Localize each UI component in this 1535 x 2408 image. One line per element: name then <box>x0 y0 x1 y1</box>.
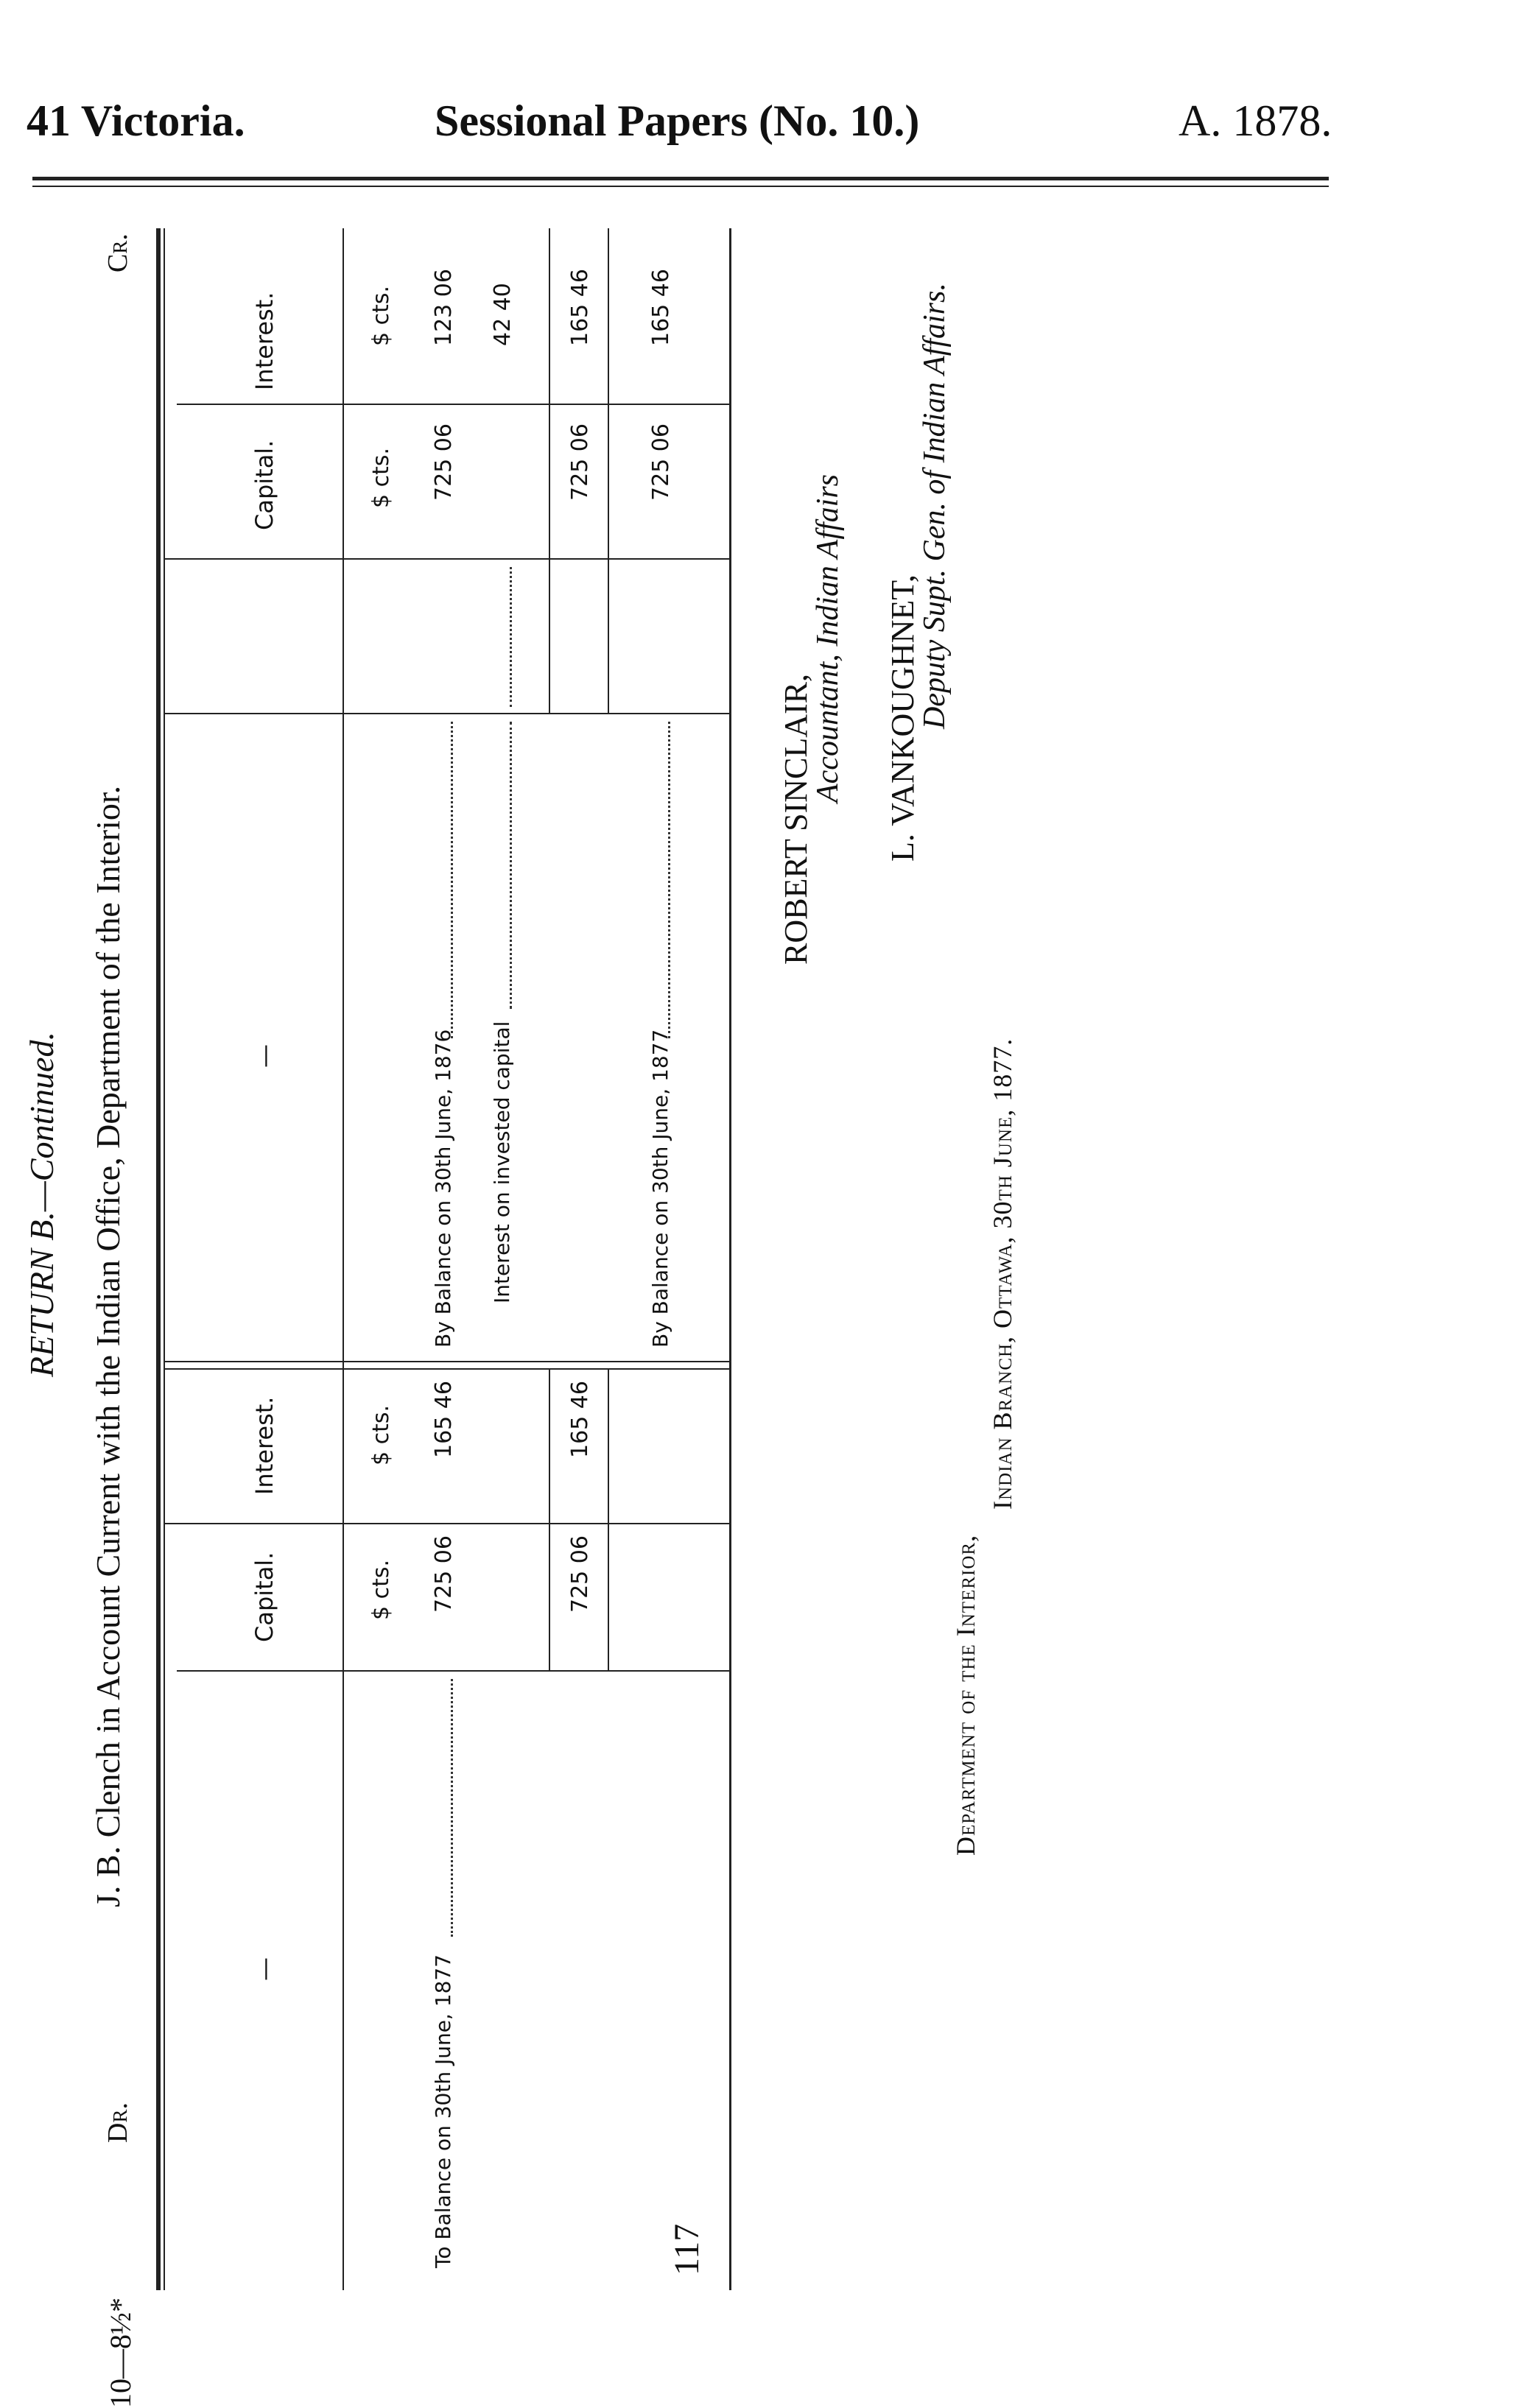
printer-signature-mark: 10—8½* <box>104 2298 137 2408</box>
closing-balance-text: By Balance on 30th June, 1877 <box>648 1029 672 1348</box>
debit-interest-unit: $ cts. <box>368 1404 394 1465</box>
debit-total-capital: 725 06 <box>567 1535 593 1613</box>
credit-capital-unit: $ cts. <box>368 447 394 508</box>
credit-total-rule-bottom <box>608 228 609 714</box>
header-year: A. 1878. <box>1179 96 1332 145</box>
debit-total-interest: 165 46 <box>567 1381 593 1458</box>
debit-entry-text: To Balance on 30th June, 1877 <box>431 1954 455 2268</box>
divider-credit-text <box>164 713 731 714</box>
debit-total-rule-bottom <box>608 1370 609 1672</box>
signatory-title: Deputy Supt. Gen. of Indian Affairs. <box>918 283 952 729</box>
table-bottom-rule <box>729 228 731 2290</box>
credit-entry-text: By Balance on 30th June, 1876 <box>431 1029 455 1348</box>
credit-entry-interest: 123 06 <box>431 269 457 346</box>
divider-credit-capital <box>164 558 731 560</box>
debit-total-rule-top <box>549 1370 550 1672</box>
header-volume: 41 Victoria. <box>27 96 245 145</box>
credit-interest-unit: $ cts. <box>368 285 394 346</box>
debit-entry-leader <box>451 1679 453 1937</box>
debit-entry-interest: 165 46 <box>431 1381 457 1458</box>
column-header-rule <box>343 228 344 2290</box>
table-top-rule <box>156 228 161 2290</box>
debit-particulars-dash: — <box>250 1957 278 1981</box>
credit-entry-leader <box>451 722 453 1038</box>
divider-debit-capital-start <box>177 1670 729 1672</box>
credit-total-interest: 165 46 <box>567 269 593 346</box>
return-title: RETURN B.—Continued. <box>23 1032 60 1377</box>
credit-capital-header: Capital. <box>250 440 278 530</box>
credit-capital-blank-leader <box>510 567 512 707</box>
debit-capital-header: Capital. <box>250 1552 278 1642</box>
page-number: 117 <box>667 2223 706 2275</box>
credit-interest-header: Interest. <box>250 292 278 390</box>
table-top-rule-thin <box>164 228 165 2290</box>
credit-entry-interest: 42 40 <box>490 283 516 346</box>
debit-capital-unit: $ cts. <box>368 1559 394 1620</box>
credit-particulars-dash: — <box>250 1044 278 1068</box>
divider-credit-start <box>164 1361 731 1362</box>
place-date-line-2: Indian Branch, Ottawa, 30th June, 1877. <box>988 1038 1017 1510</box>
closing-balance-interest: 165 46 <box>648 269 674 346</box>
debit-entry-capital: 725 06 <box>431 1535 457 1613</box>
credit-entry-leader <box>510 722 512 1009</box>
divider-debit-capital <box>164 1368 731 1370</box>
closing-balance-leader <box>668 722 670 1038</box>
credit-label: Cr. <box>102 233 133 272</box>
credit-total-capital: 725 06 <box>567 423 593 501</box>
credit-total-rule-top <box>549 228 550 714</box>
rotated-table-page <box>0 184 1414 2408</box>
signatory-name: ROBERT SINCLAIR, <box>778 673 814 965</box>
signatory-title: Accountant, Indian Affairs <box>811 473 845 803</box>
closing-balance-capital: 725 06 <box>648 423 674 501</box>
header-series: Sessional Papers (No. 10.) <box>435 96 920 145</box>
credit-entry-text: Interest on invested capital <box>490 1021 514 1303</box>
debit-interest-header: Interest. <box>250 1396 278 1495</box>
signatory-name: L. VANKOUGHNET, <box>885 574 921 862</box>
credit-entry-capital: 725 06 <box>431 423 457 501</box>
place-line-1: Department of the Interior, <box>951 1534 980 1856</box>
account-subtitle: J. B. Clench in Account Current with the Indian Office, Department of the Interior. <box>89 785 127 1907</box>
divider-debit-text <box>164 1523 731 1524</box>
divider-credit-interest <box>177 404 729 405</box>
header-rule <box>32 177 1329 180</box>
debit-label: Dr. <box>102 2102 133 2143</box>
